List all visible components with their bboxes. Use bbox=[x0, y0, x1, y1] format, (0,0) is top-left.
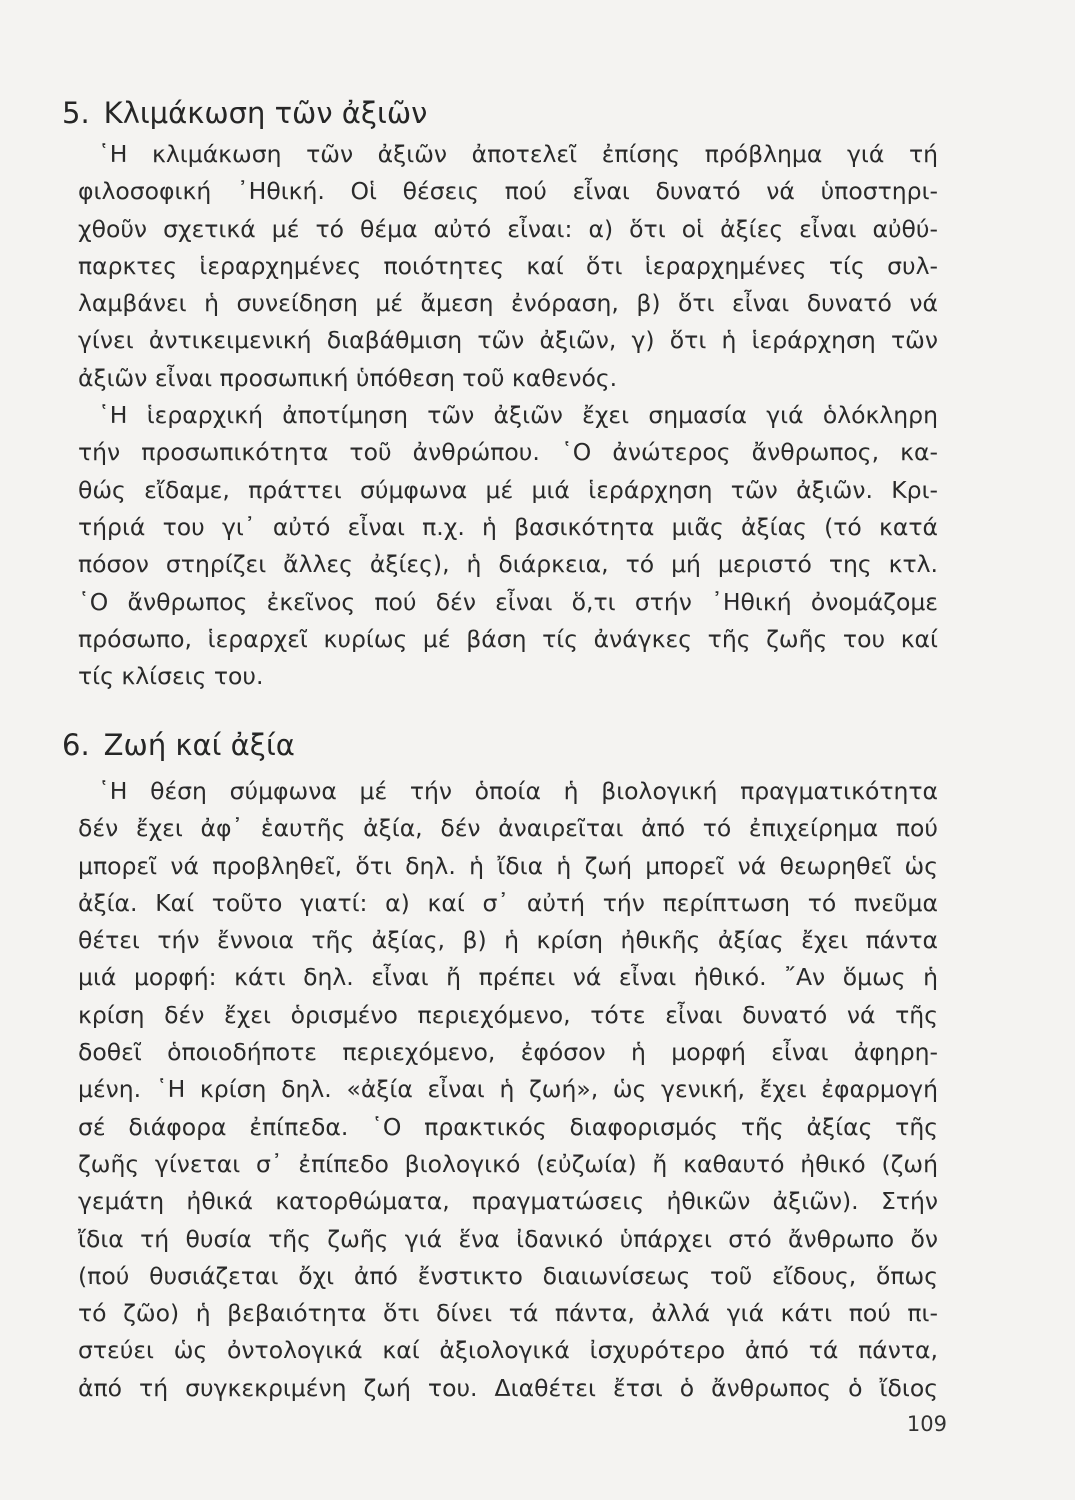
text-line: δέν ἔχει ἀφ᾿ ἑαυτῆς ἀξία, δέν ἀναιρεῖται ἀπό τό ἐπιχείρημα πού bbox=[78, 814, 938, 843]
text-line: σέ διάφορα ἐπίπεδα. ῾Ο πρακτικός διαφορισμός τῆς ἀξίας τῆς bbox=[78, 1112, 938, 1141]
section-6-number: 6. bbox=[62, 728, 90, 762]
section-5-body bbox=[78, 136, 938, 695]
text-line: φιλοσοφική ᾿Ηθική. Οἱ θέσεις πού εἶναι δυνατό νά ὑποστηρι- bbox=[78, 177, 938, 206]
text-line: γεμάτη ἠθικά κατορθώματα, πραγματώσεις ἠθικῶν ἀξιῶν). Στήν bbox=[78, 1187, 938, 1216]
text-line: (πού θυσιάζεται ὄχι ἀπό ἔνστικτο διαιωνίσεως τοῦ εἴδους, ὅπως bbox=[78, 1261, 938, 1290]
text-line: παρκτες ἱεραρχημένες ποιότητες καί ὅτι ἱεραρχημένες τίς συλ- bbox=[78, 251, 938, 280]
text-line: πόσον στηρίζει ἄλλες ἀξίες), ἡ διάρκεια, τό μή μεριστό της κτλ. bbox=[78, 550, 938, 579]
section-6-body bbox=[78, 773, 938, 1407]
page-number: 109 bbox=[906, 1412, 947, 1436]
text-line: ἀξιῶν εἶναι προσωπική ὑπόθεση τοῦ καθενός. bbox=[78, 363, 618, 392]
section-6-heading bbox=[62, 728, 295, 762]
text-line: θώς εἴδαμε, πράττει σύμφωνα μέ μιά ἱεράρχηση τῶν ἀξιῶν. Κρι- bbox=[78, 475, 938, 504]
text-line: μιά μορφή: κάτι δηλ. εἶναι ἤ πρέπει νά εἶναι ἠθικό. ῎Αν ὅμως ἡ bbox=[78, 963, 938, 992]
section-5-number: 5. bbox=[62, 96, 90, 130]
text-line: τήν προσωπικότητα τοῦ ἀνθρώπου. ῾Ο ἀνώτερος ἄνθρωπος, κα- bbox=[78, 438, 938, 467]
text-line: μπορεῖ νά προβληθεῖ, ὅτι δηλ. ἡ ἴδια ἡ ζωή μπορεῖ νά θεωρηθεῖ ὡς bbox=[78, 851, 938, 880]
text-line: δοθεῖ ὁποιοδήποτε περιεχόμενο, ἐφόσον ἡ μορφή εἶναι ἀφηρη- bbox=[78, 1038, 938, 1067]
text-line: τό ζῶο) ἡ βεβαιότητα ὅτι δίνει τά πάντα, ἀλλά γιά κάτι πού πι- bbox=[78, 1299, 938, 1328]
text-line: τήριά του γι᾿ αὐτό εἶναι π.χ. ἡ βασικότητα μιᾶς ἀξίας (τό κατά bbox=[78, 512, 938, 541]
text-line: ζωῆς γίνεται σ᾿ ἐπίπεδο βιολογικό (εὐζωία) ἤ καθαυτό ἠθικό (ζωή bbox=[78, 1149, 938, 1178]
text-line: ἀπό τή συγκεκριμένη ζωή του. Διαθέτει ἔτσι ὁ ἄνθρωπος ὁ ἴδιος bbox=[78, 1373, 938, 1402]
text-line: ῾Ο ἄνθρωπος ἐκεῖνος πού δέν εἶναι ὅ,τι στήν ᾿Ηθική ὀνομάζομε bbox=[78, 587, 938, 616]
text-line: ῾Η θέση σύμφωνα μέ τήν ὁποία ἡ βιολογική πραγματικότητα bbox=[98, 777, 938, 805]
text-line: στεύει ὡς ὀντολογικά καί ἀξιολογικά ἰσχυρότερο ἀπό τά πάντα, bbox=[78, 1336, 938, 1365]
text-line: θέτει τήν ἔννοια τῆς ἀξίας, β) ἡ κρίση ἠθικῆς ἀξίας ἔχει πάντα bbox=[78, 926, 938, 955]
text-line: ῾Η κλιμάκωση τῶν ἀξιῶν ἀποτελεῖ ἐπίσης πρόβλημα γιά τή bbox=[98, 140, 938, 168]
text-line: λαμβάνει ἡ συνείδηση μέ ἄμεση ἐνόραση, β) ὅτι εἶναι δυνατό νά bbox=[78, 289, 938, 318]
text-line: ῾Η ἱεραρχική ἀποτίμηση τῶν ἀξιῶν ἔχει σημασία γιά ὁλόκληρη bbox=[98, 401, 938, 430]
text-line: ἀξία. Καί τοῦτο γιατί: α) καί σ᾿ αὐτή τήν περίπτωση τό πνεῦμα bbox=[78, 888, 938, 917]
text-line: πρόσωπο, ἱεραρχεῖ κυρίως μέ βάση τίς ἀνάγκες τῆς ζωῆς του καί bbox=[78, 624, 938, 653]
section-5-heading bbox=[62, 96, 427, 130]
section-5-title: Κλιμάκωση τῶν ἀξιῶν bbox=[103, 96, 428, 130]
text-line: χθοῦν σχετικά μέ τό θέμα αὐτό εἶναι: α) ὅτι οἱ ἀξίες εἶναι αὐθύ- bbox=[78, 214, 938, 243]
text-line: κρίση δέν ἔχει ὁρισμένο περιεχόμενο, τότε εἶναι δυνατό νά τῆς bbox=[78, 1000, 938, 1029]
text-line: μένη. ῾Η κρίση δηλ. «ἀξία εἶναι ἡ ζωή», ὡς γενική, ἔχει ἐφαρμογή bbox=[78, 1075, 938, 1104]
text-line: γίνει ἀντικειμενική διαβάθμιση τῶν ἀξιῶν, γ) ὅτι ἡ ἱεράρχηση τῶν bbox=[78, 326, 938, 355]
text-line: τίς κλίσεις του. bbox=[78, 662, 264, 691]
text-line: ἴδια τή θυσία τῆς ζωῆς γιά ἕνα ἰδανικό ὑπάρχει στό ἄνθρωπο ὄν bbox=[78, 1224, 938, 1253]
section-6-title: Ζωή καί ἀξία bbox=[103, 728, 295, 762]
